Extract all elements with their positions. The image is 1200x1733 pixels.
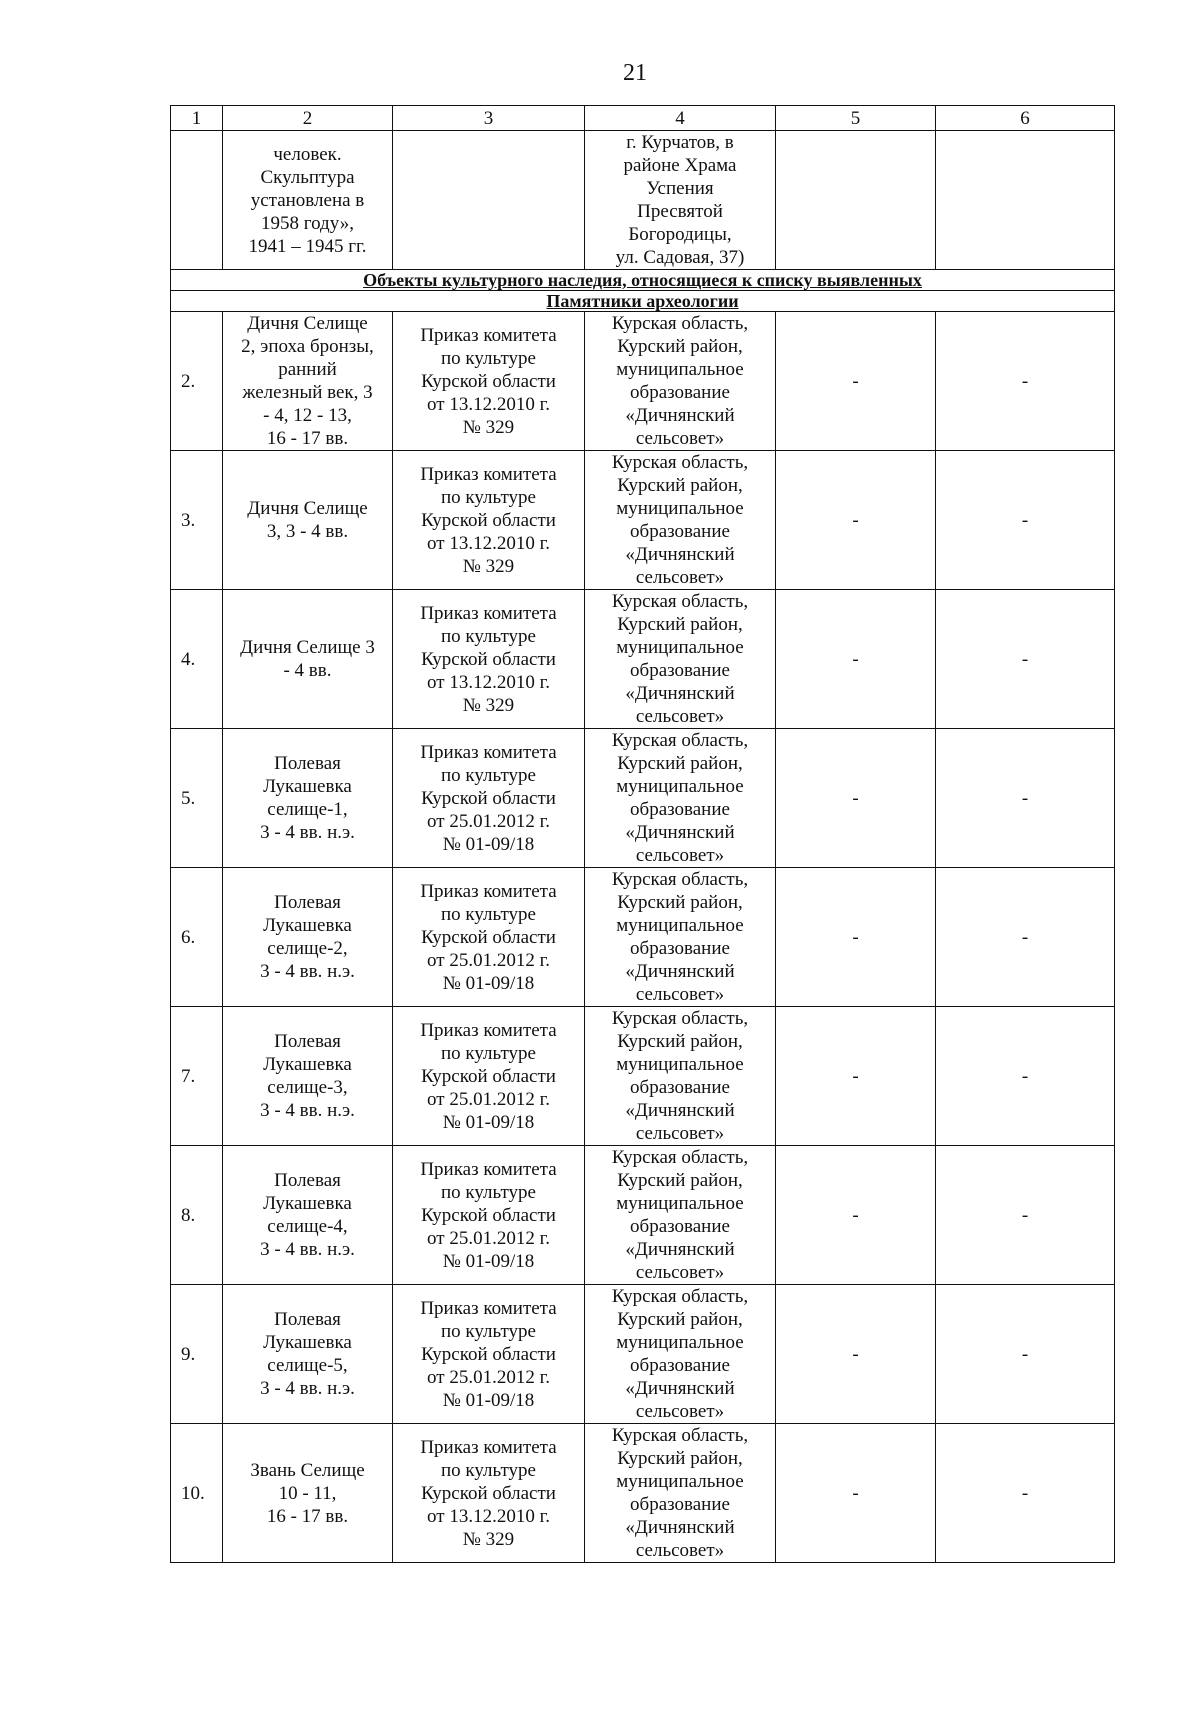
column-number: 5	[776, 106, 936, 131]
cell-doc: Приказ комитета по культуре Курской области от 25.01.2012 г. № 01-09/18	[393, 1007, 585, 1146]
cell-col6: -	[936, 1146, 1115, 1285]
cell-name: Полевая Лукашевка селище-4, 3 - 4 вв. н.э.	[223, 1146, 393, 1285]
heritage-registry-table	[170, 105, 1115, 1563]
cell-doc: Приказ комитета по культуре Курской области от 13.12.2010 г. № 329	[393, 1424, 585, 1563]
table-row	[171, 729, 1115, 868]
cell-num: 2.	[171, 312, 223, 451]
cell-name: Дичня Селище 3 - 4 вв.	[223, 590, 393, 729]
column-number: 2	[223, 106, 393, 131]
cell-col6: -	[936, 312, 1115, 451]
subsection-title-row	[171, 291, 1115, 312]
cell-name: Полевая Лукашевка селище-1, 3 - 4 вв. н.э.	[223, 729, 393, 868]
cell-col6: -	[936, 1424, 1115, 1563]
table-row	[171, 1285, 1115, 1424]
table-row	[171, 1424, 1115, 1563]
cell-num: 9.	[171, 1285, 223, 1424]
cell-location: Курская область, Курский район, муниципальное образование «Дичнянский сельсовет»	[585, 1285, 776, 1424]
table-row	[171, 868, 1115, 1007]
cell-name: Дичня Селище 2, эпоха бронзы, ранний железный век, 3 - 4, 12 - 13, 16 - 17 вв.	[223, 312, 393, 451]
cell-name: Звань Селище 10 - 11, 16 - 17 вв.	[223, 1424, 393, 1563]
table-body	[171, 106, 1115, 1563]
cell-col6: -	[936, 1285, 1115, 1424]
cell-num: 10.	[171, 1424, 223, 1563]
table-row	[171, 590, 1115, 729]
column-number: 6	[936, 106, 1115, 131]
cell-location: Курская область, Курский район, муниципальное образование «Дичнянский сельсовет»	[585, 590, 776, 729]
cell-doc: Приказ комитета по культуре Курской области от 13.12.2010 г. № 329	[393, 590, 585, 729]
cell-location: Курская область, Курский район, муниципальное образование «Дичнянский сельсовет»	[585, 1424, 776, 1563]
continuation-row	[171, 131, 1115, 270]
cell-location: Курская область, Курский район, муниципальное образование «Дичнянский сельсовет»	[585, 451, 776, 590]
page-number: 21	[623, 60, 647, 86]
cell-name: Полевая Лукашевка селище-2, 3 - 4 вв. н.э.	[223, 868, 393, 1007]
cell-location: Курская область, Курский район, муниципальное образование «Дичнянский сельсовет»	[585, 1146, 776, 1285]
column-number: 3	[393, 106, 585, 131]
cell-col5	[776, 131, 936, 270]
section-title: Объекты культурного наследия, относящиеся к списку выявленных	[171, 270, 1115, 291]
cell-col5: -	[776, 868, 936, 1007]
cell-col5: -	[776, 1007, 936, 1146]
cell-col5: -	[776, 1424, 936, 1563]
table-row	[171, 1007, 1115, 1146]
cell-num	[171, 131, 223, 270]
table-row	[171, 1146, 1115, 1285]
cell-doc: Приказ комитета по культуре Курской области от 13.12.2010 г. № 329	[393, 451, 585, 590]
section-title-row	[171, 270, 1115, 291]
cell-col5: -	[776, 590, 936, 729]
subsection-title: Памятники археологии	[171, 291, 1115, 312]
cell-num: 8.	[171, 1146, 223, 1285]
column-number: 1	[171, 106, 223, 131]
cell-col5: -	[776, 1285, 936, 1424]
cell-doc: Приказ комитета по культуре Курской области от 25.01.2012 г. № 01-09/18	[393, 868, 585, 1007]
cell-doc	[393, 131, 585, 270]
column-number: 4	[585, 106, 776, 131]
cell-name: человек. Скульптура установлена в 1958 году», 1941 – 1945 гг.	[223, 131, 393, 270]
cell-doc: Приказ комитета по культуре Курской области от 25.01.2012 г. № 01-09/18	[393, 729, 585, 868]
cell-col5: -	[776, 312, 936, 451]
cell-location: Курская область, Курский район, муниципальное образование «Дичнянский сельсовет»	[585, 729, 776, 868]
cell-name: Дичня Селище 3, 3 - 4 вв.	[223, 451, 393, 590]
cell-col5: -	[776, 451, 936, 590]
cell-num: 4.	[171, 590, 223, 729]
cell-location: Курская область, Курский район, муниципальное образование «Дичнянский сельсовет»	[585, 312, 776, 451]
cell-col5: -	[776, 1146, 936, 1285]
column-number-row	[171, 106, 1115, 131]
cell-col6	[936, 131, 1115, 270]
table-row	[171, 312, 1115, 451]
cell-doc: Приказ комитета по культуре Курской области от 13.12.2010 г. № 329	[393, 312, 585, 451]
cell-col6: -	[936, 868, 1115, 1007]
cell-num: 5.	[171, 729, 223, 868]
table-row	[171, 451, 1115, 590]
cell-num: 6.	[171, 868, 223, 1007]
cell-col5: -	[776, 729, 936, 868]
cell-location: г. Курчатов, в районе Храма Успения Пресвятой Богородицы, ул. Садовая, 37)	[585, 131, 776, 270]
cell-col6: -	[936, 729, 1115, 868]
cell-col6: -	[936, 590, 1115, 729]
cell-col6: -	[936, 451, 1115, 590]
cell-name: Полевая Лукашевка селище-3, 3 - 4 вв. н.э.	[223, 1007, 393, 1146]
cell-location: Курская область, Курский район, муниципальное образование «Дичнянский сельсовет»	[585, 1007, 776, 1146]
cell-num: 7.	[171, 1007, 223, 1146]
cell-num: 3.	[171, 451, 223, 590]
cell-doc: Приказ комитета по культуре Курской области от 25.01.2012 г. № 01-09/18	[393, 1146, 585, 1285]
cell-location: Курская область, Курский район, муниципальное образование «Дичнянский сельсовет»	[585, 868, 776, 1007]
cell-col6: -	[936, 1007, 1115, 1146]
cell-name: Полевая Лукашевка селище-5, 3 - 4 вв. н.э.	[223, 1285, 393, 1424]
cell-doc: Приказ комитета по культуре Курской области от 25.01.2012 г. № 01-09/18	[393, 1285, 585, 1424]
